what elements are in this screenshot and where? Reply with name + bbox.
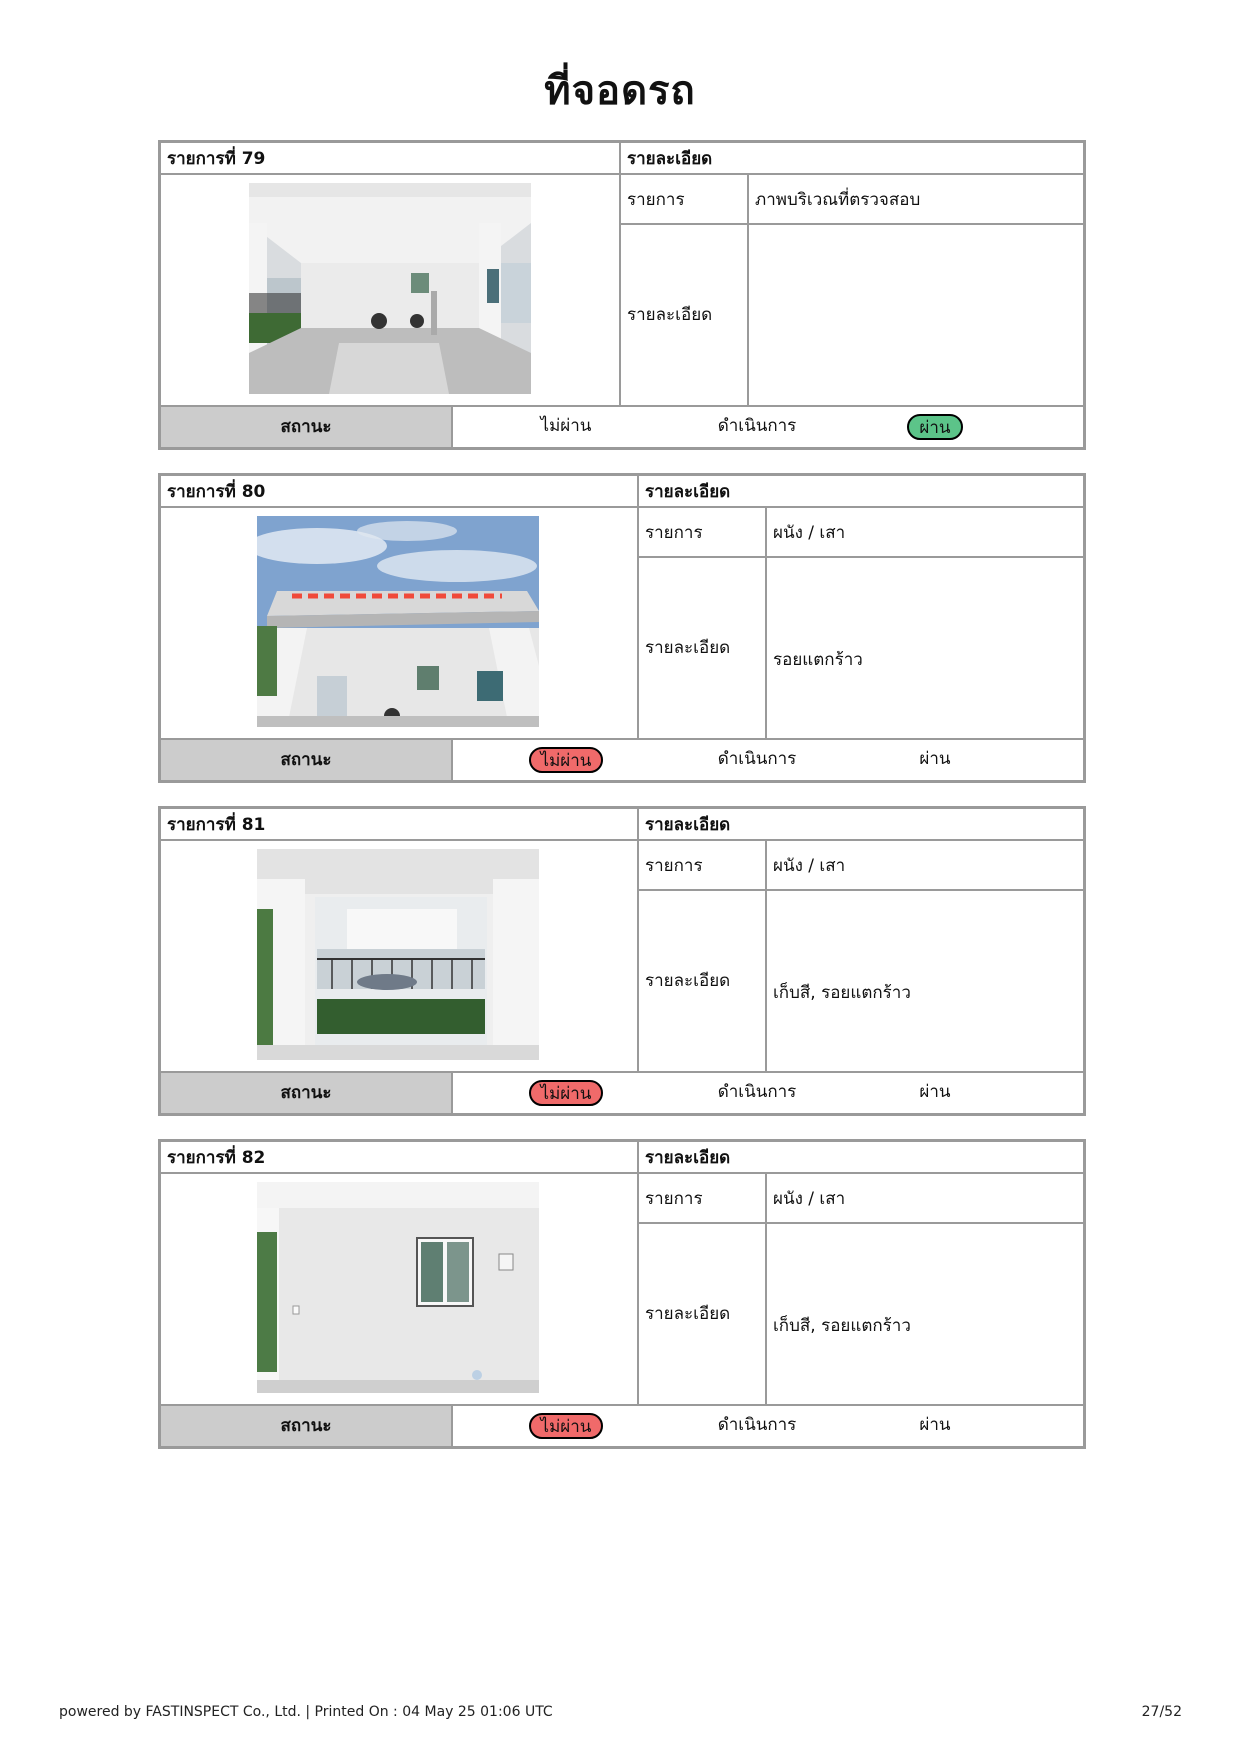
item-row-label: รายการ bbox=[637, 1174, 765, 1224]
item-title: รายการที่ 82 bbox=[161, 1142, 637, 1174]
status-in-progress-option[interactable]: ดำเนินการ bbox=[717, 1415, 797, 1435]
status-label: สถานะ bbox=[161, 1406, 453, 1446]
details-row-value bbox=[747, 225, 1083, 405]
status-fail-option[interactable]: ไม่ผ่าน bbox=[529, 1080, 603, 1106]
status-in-progress-option[interactable]: ดำเนินการ bbox=[717, 1082, 797, 1102]
status-bar bbox=[161, 1071, 1083, 1113]
details-header: รายละเอียด bbox=[637, 809, 1083, 841]
photo-cell bbox=[161, 841, 637, 1071]
status-fail-option[interactable]: ไม่ผ่าน bbox=[529, 1413, 603, 1439]
item-title: รายการที่ 81 bbox=[161, 809, 637, 841]
item-row-value: ผนัง / เสา bbox=[765, 841, 1083, 891]
page-number: 27/52 bbox=[1141, 1704, 1182, 1720]
details-header: รายละเอียด bbox=[637, 1142, 1083, 1174]
status-pass-option[interactable]: ผ่าน bbox=[907, 414, 963, 440]
item-row-value: ผนัง / เสา bbox=[765, 508, 1083, 558]
details-row-label: รายละเอียด bbox=[619, 225, 747, 405]
status-pass-option[interactable]: ผ่าน bbox=[919, 1082, 951, 1102]
photo-cell bbox=[161, 508, 637, 738]
details-row-label: รายละเอียด bbox=[637, 891, 765, 1071]
item-row-label: รายการ bbox=[637, 841, 765, 891]
status-pass-option[interactable]: ผ่าน bbox=[919, 749, 951, 769]
inspection-item-80 bbox=[158, 473, 1086, 783]
inspection-item-82 bbox=[158, 1139, 1086, 1449]
details-header: รายละเอียด bbox=[619, 143, 1083, 175]
status-pass-option[interactable]: ผ่าน bbox=[919, 1415, 951, 1435]
details-row-label: รายละเอียด bbox=[637, 558, 765, 738]
footer-printed-info: powered by FASTINSPECT Co., Ltd. | Printed On : 04 May 25 01:06 UTC bbox=[59, 1704, 553, 1720]
page-title: ที่จอดรถ bbox=[544, 68, 696, 114]
status-label: สถานะ bbox=[161, 407, 453, 447]
inspection-photo[interactable] bbox=[249, 183, 531, 394]
status-fail-option[interactable]: ไม่ผ่าน bbox=[529, 747, 603, 773]
item-row-value: ภาพบริเวณที่ตรวจสอบ bbox=[747, 175, 1083, 225]
details-row-value: เก็บสี, รอยแตกร้าว bbox=[765, 1224, 1083, 1404]
item-title: รายการที่ 79 bbox=[161, 143, 619, 175]
inspection-photo[interactable] bbox=[257, 516, 539, 727]
status-bar bbox=[161, 738, 1083, 780]
item-row-label: รายการ bbox=[637, 508, 765, 558]
details-row-label: รายละเอียด bbox=[637, 1224, 765, 1404]
item-row-value: ผนัง / เสา bbox=[765, 1174, 1083, 1224]
status-bar bbox=[161, 1404, 1083, 1446]
status-in-progress-option[interactable]: ดำเนินการ bbox=[717, 416, 797, 436]
inspection-item-81 bbox=[158, 806, 1086, 1116]
inspection-photo[interactable] bbox=[257, 849, 539, 1060]
item-title: รายการที่ 80 bbox=[161, 476, 637, 508]
details-header: รายละเอียด bbox=[637, 476, 1083, 508]
status-bar bbox=[161, 405, 1083, 447]
item-row-label: รายการ bbox=[619, 175, 747, 225]
photo-cell bbox=[161, 175, 619, 405]
inspection-photo[interactable] bbox=[257, 1182, 539, 1393]
details-row-value: รอยแตกร้าว bbox=[765, 558, 1083, 738]
status-in-progress-option[interactable]: ดำเนินการ bbox=[717, 749, 797, 769]
details-row-value: เก็บสี, รอยแตกร้าว bbox=[765, 891, 1083, 1071]
inspection-item-79 bbox=[158, 140, 1086, 450]
status-label: สถานะ bbox=[161, 740, 453, 780]
status-fail-option[interactable]: ไม่ผ่าน bbox=[540, 416, 592, 436]
status-label: สถานะ bbox=[161, 1073, 453, 1113]
photo-cell bbox=[161, 1174, 637, 1404]
